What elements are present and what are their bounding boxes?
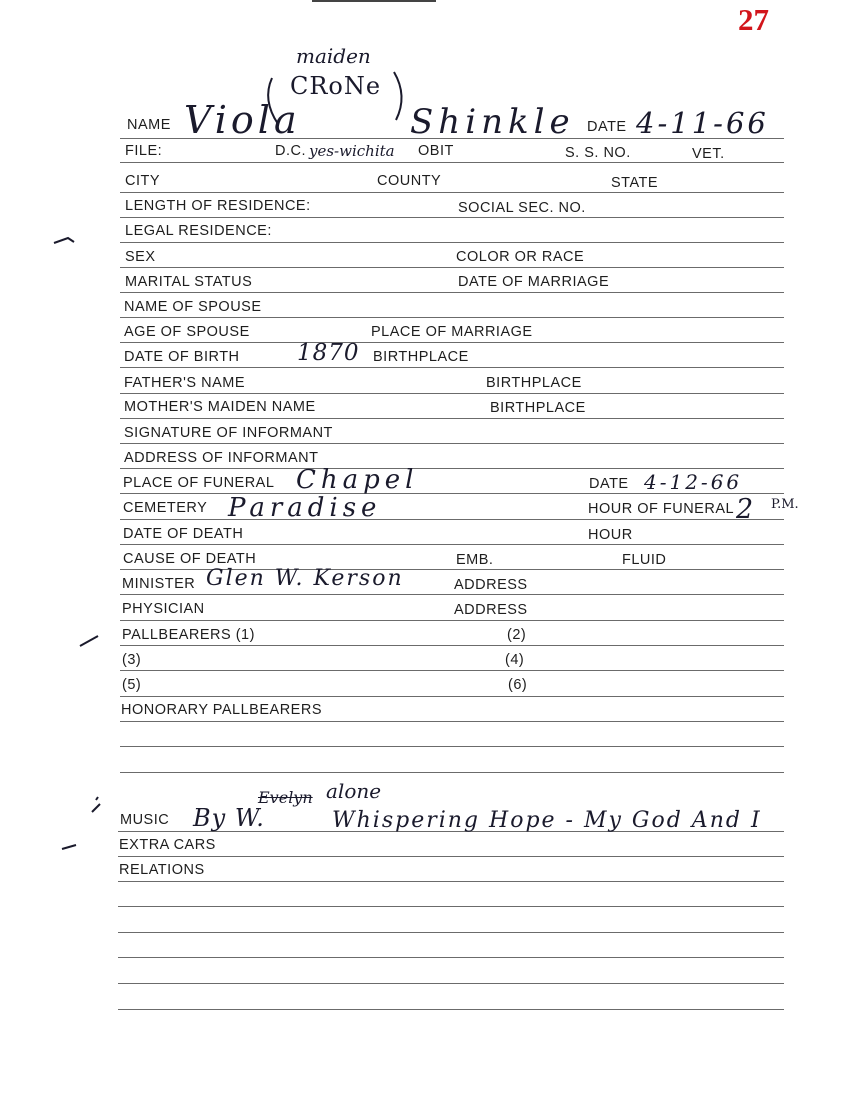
file-label: FILE: (125, 143, 163, 159)
handwritten-last-name: Shinkle (410, 102, 575, 142)
name-label: NAME (127, 117, 171, 133)
mothers-maiden-name-label: MOTHER'S MAIDEN NAME (124, 399, 316, 415)
music-label: MUSIC (120, 812, 170, 828)
sex-label: SEX (125, 249, 156, 265)
handwritten-birth-year: 1870 (297, 340, 360, 366)
address-of-informant-label: ADDRESS OF INFORMANT (124, 450, 319, 466)
honorary-pallbearers-label: HONORARY PALLBEARERS (121, 702, 322, 718)
cause-of-death-label: CAUSE OF DEATH (123, 551, 257, 567)
hour-label: HOUR (588, 527, 633, 543)
marital-status-label: MARITAL STATUS (125, 274, 253, 290)
handwritten-alone: alone (326, 779, 382, 803)
paren-left-mark (268, 78, 278, 124)
handwritten-funeral-date: 4-12-66 (644, 470, 743, 494)
funeral-date-label: DATE (589, 476, 629, 492)
handwritten-pm: P.M. (771, 497, 799, 512)
ssno-label: S. S. NO. (565, 145, 631, 161)
date-of-death-label: DATE OF DEATH (123, 526, 244, 542)
handwritten-dc-note: yes-wichita (309, 142, 395, 160)
pallbearer-2-label: (2) (507, 627, 527, 643)
handwritten-maiden-note: maiden (296, 44, 371, 68)
pallbearer-3-label: (3) (122, 652, 142, 668)
extra-cars-label: EXTRA CARS (119, 837, 216, 853)
handwritten-date: 4-11-66 (636, 106, 769, 140)
handwritten-maiden-name: CRoNe (290, 72, 382, 100)
physician-label: PHYSICIAN (122, 601, 205, 617)
minister-label: MINISTER (122, 576, 196, 592)
state-label: STATE (611, 175, 659, 191)
pallbearer-5-label: (5) (122, 677, 142, 693)
dc-label: D.C. (275, 143, 306, 159)
handwritten-first-name: Viola (184, 98, 301, 142)
pallbearer-4-label: (4) (505, 652, 525, 668)
legal-residence-label: LEGAL RESIDENCE: (125, 223, 272, 239)
handwritten-music-songs: Whispering Hope - My God And I (332, 808, 762, 833)
relations-label: RELATIONS (119, 862, 205, 878)
handwritten-music-by: By W. (193, 804, 265, 832)
margin-tick-4 (62, 845, 76, 849)
place-of-funeral-label: PLACE OF FUNERAL (123, 475, 275, 491)
date-of-marriage-label: DATE OF MARRIAGE (458, 274, 610, 290)
county-label: COUNTY (377, 173, 442, 189)
handwritten-funeral-hour: 2 (736, 494, 754, 525)
handwritten-struck-name: Evelyn (258, 788, 313, 807)
vet-label: VET. (692, 146, 725, 162)
emb-label: EMB. (456, 552, 494, 568)
birthplace-label: BIRTHPLACE (373, 349, 469, 365)
name-of-spouse-label: NAME OF SPOUSE (124, 299, 262, 315)
minister-address-label: ADDRESS (454, 577, 528, 593)
obit-label: OBIT (418, 143, 454, 159)
margin-tick-2 (80, 636, 98, 646)
date-of-birth-label: DATE OF BIRTH (124, 349, 240, 365)
handwritten-funeral-place: Chapel (296, 465, 419, 495)
paren-right-mark (394, 72, 402, 120)
margin-tick-1 (54, 238, 74, 243)
mother-birthplace-label: BIRTHPLACE (490, 400, 586, 416)
age-of-spouse-label: AGE OF SPOUSE (124, 324, 250, 340)
handwritten-minister: Glen W. Kerson (206, 566, 404, 591)
date-label: DATE (587, 119, 627, 135)
hour-of-funeral-label: HOUR OF FUNERAL (588, 501, 735, 517)
city-label: CITY (125, 173, 161, 189)
fluid-label: FLUID (622, 552, 667, 568)
father-birthplace-label: BIRTHPLACE (486, 375, 582, 391)
fathers-name-label: FATHER'S NAME (124, 375, 245, 391)
cemetery-label: CEMETERY (123, 500, 208, 516)
page-number: 27 (738, 2, 769, 37)
social-sec-label: SOCIAL SEC. NO. (458, 200, 586, 216)
color-race-label: COLOR OR RACE (456, 249, 585, 265)
pallbearer-6-label: (6) (508, 677, 528, 693)
signature-of-informant-label: SIGNATURE OF INFORMANT (124, 425, 333, 441)
margin-tick-3 (92, 797, 100, 812)
handwritten-cemetery: Paradise (228, 493, 382, 523)
length-of-residence-label: LENGTH OF RESIDENCE: (125, 198, 311, 214)
physician-address-label: ADDRESS (454, 602, 528, 618)
place-of-marriage-label: PLACE OF MARRIAGE (371, 324, 533, 340)
pallbearers-label: PALLBEARERS (1) (122, 627, 255, 643)
